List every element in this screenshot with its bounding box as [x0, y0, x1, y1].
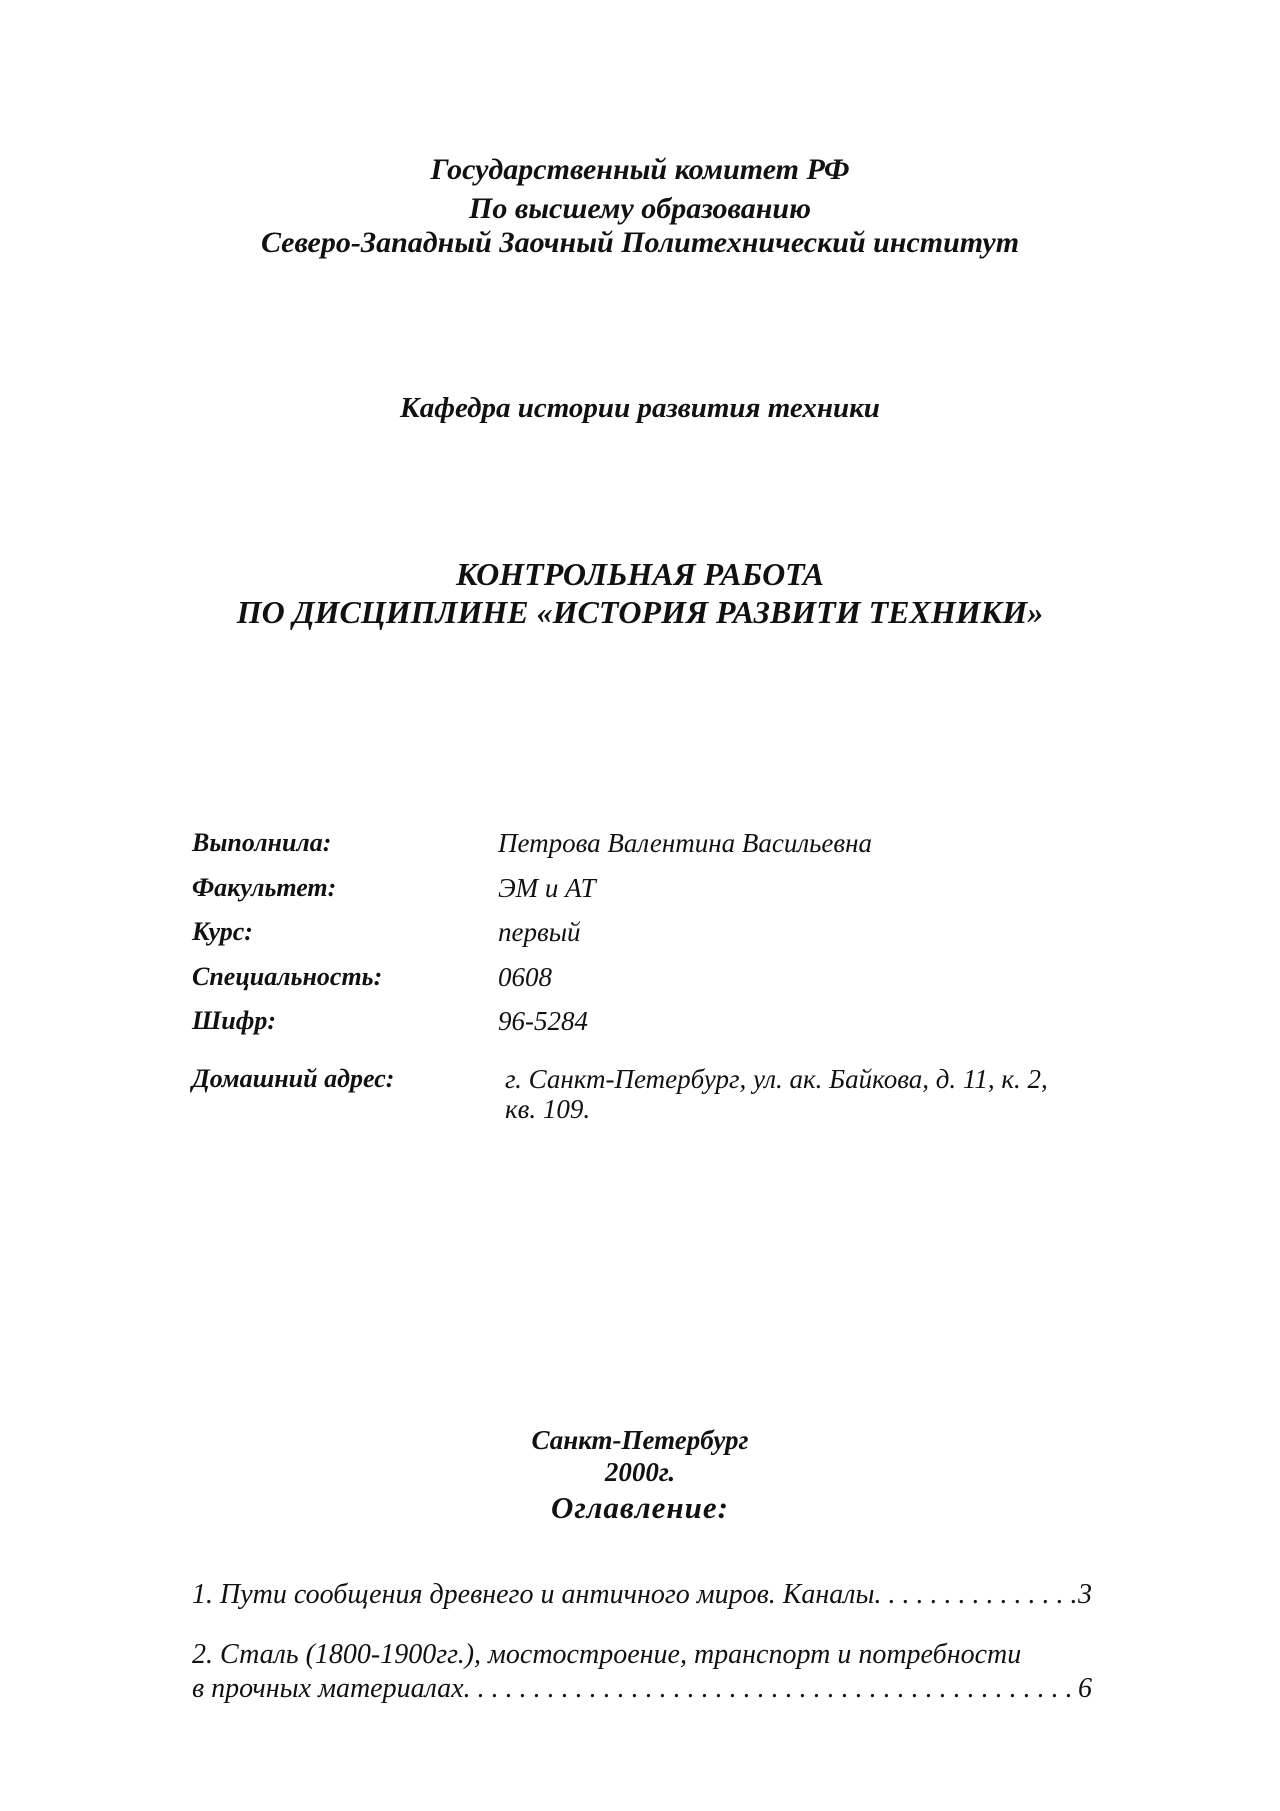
toc-entry-2[interactable]	[192, 1638, 1092, 1706]
header-line-committee: Государственный комитет РФ	[430, 153, 850, 186]
address-line-2: кв. 109.	[505, 1094, 591, 1124]
info-value-address	[505, 1064, 1105, 1124]
header-line-institute: Северо-Западный Заочный Политехнический институт	[260, 226, 1020, 259]
info-value-specialty: 0608	[498, 962, 552, 992]
title-line-2: ПО ДИСЦИПЛИНЕ «ИСТОРИЯ РАЗВИТИ ТЕХНИКИ»	[236, 594, 1044, 630]
toc-entry-2-text-line-1: 2. Сталь (1800-1900гг.), мостостроение, транспорт и потребности	[192, 1639, 1022, 1670]
info-label-specialty: Специальность:	[192, 962, 383, 991]
toc-entry-1[interactable]	[192, 1578, 1092, 1612]
header-line-education: По высшему образованию	[468, 192, 811, 225]
info-label-address: Домашний адрес:	[192, 1064, 395, 1093]
info-label-faculty: Факультет:	[192, 873, 337, 902]
footer-city: Санкт-Петербург	[531, 1425, 749, 1455]
info-label-course: Курс:	[192, 917, 253, 946]
info-value-author: Петрова Валентина Васильевна	[498, 828, 873, 858]
address-line-1: г. Санкт-Петербург, ул. ак. Байкова, д. 11, к. 2,	[505, 1064, 1048, 1094]
title-line-1: КОНТРОЛЬНАЯ РАБОТА	[455, 556, 825, 592]
footer-year: 2000г.	[604, 1457, 676, 1487]
toc-entry-2-page: 6	[1078, 1673, 1092, 1704]
toc-entry-2-text-line-2: в прочных материалах	[192, 1673, 464, 1704]
toc-heading: Оглавление:	[551, 1490, 729, 1525]
info-label-author: Выполнила:	[192, 828, 332, 857]
info-label-code: Шифр:	[192, 1006, 277, 1035]
toc-entry-1-page: 3	[1078, 1579, 1092, 1610]
info-value-course: первый	[498, 917, 581, 947]
department-line: Кафедра истории развития техники	[400, 392, 880, 424]
info-value-faculty: ЭМ и АТ	[498, 873, 596, 903]
info-value-code: 96-5284	[498, 1006, 588, 1036]
toc-entry-1-text: 1. Пути сообщения древнего и античного миров. Каналы	[192, 1579, 875, 1610]
toc-dot-leader	[874, 1578, 1078, 1612]
toc-dot-leader	[464, 1672, 1078, 1706]
